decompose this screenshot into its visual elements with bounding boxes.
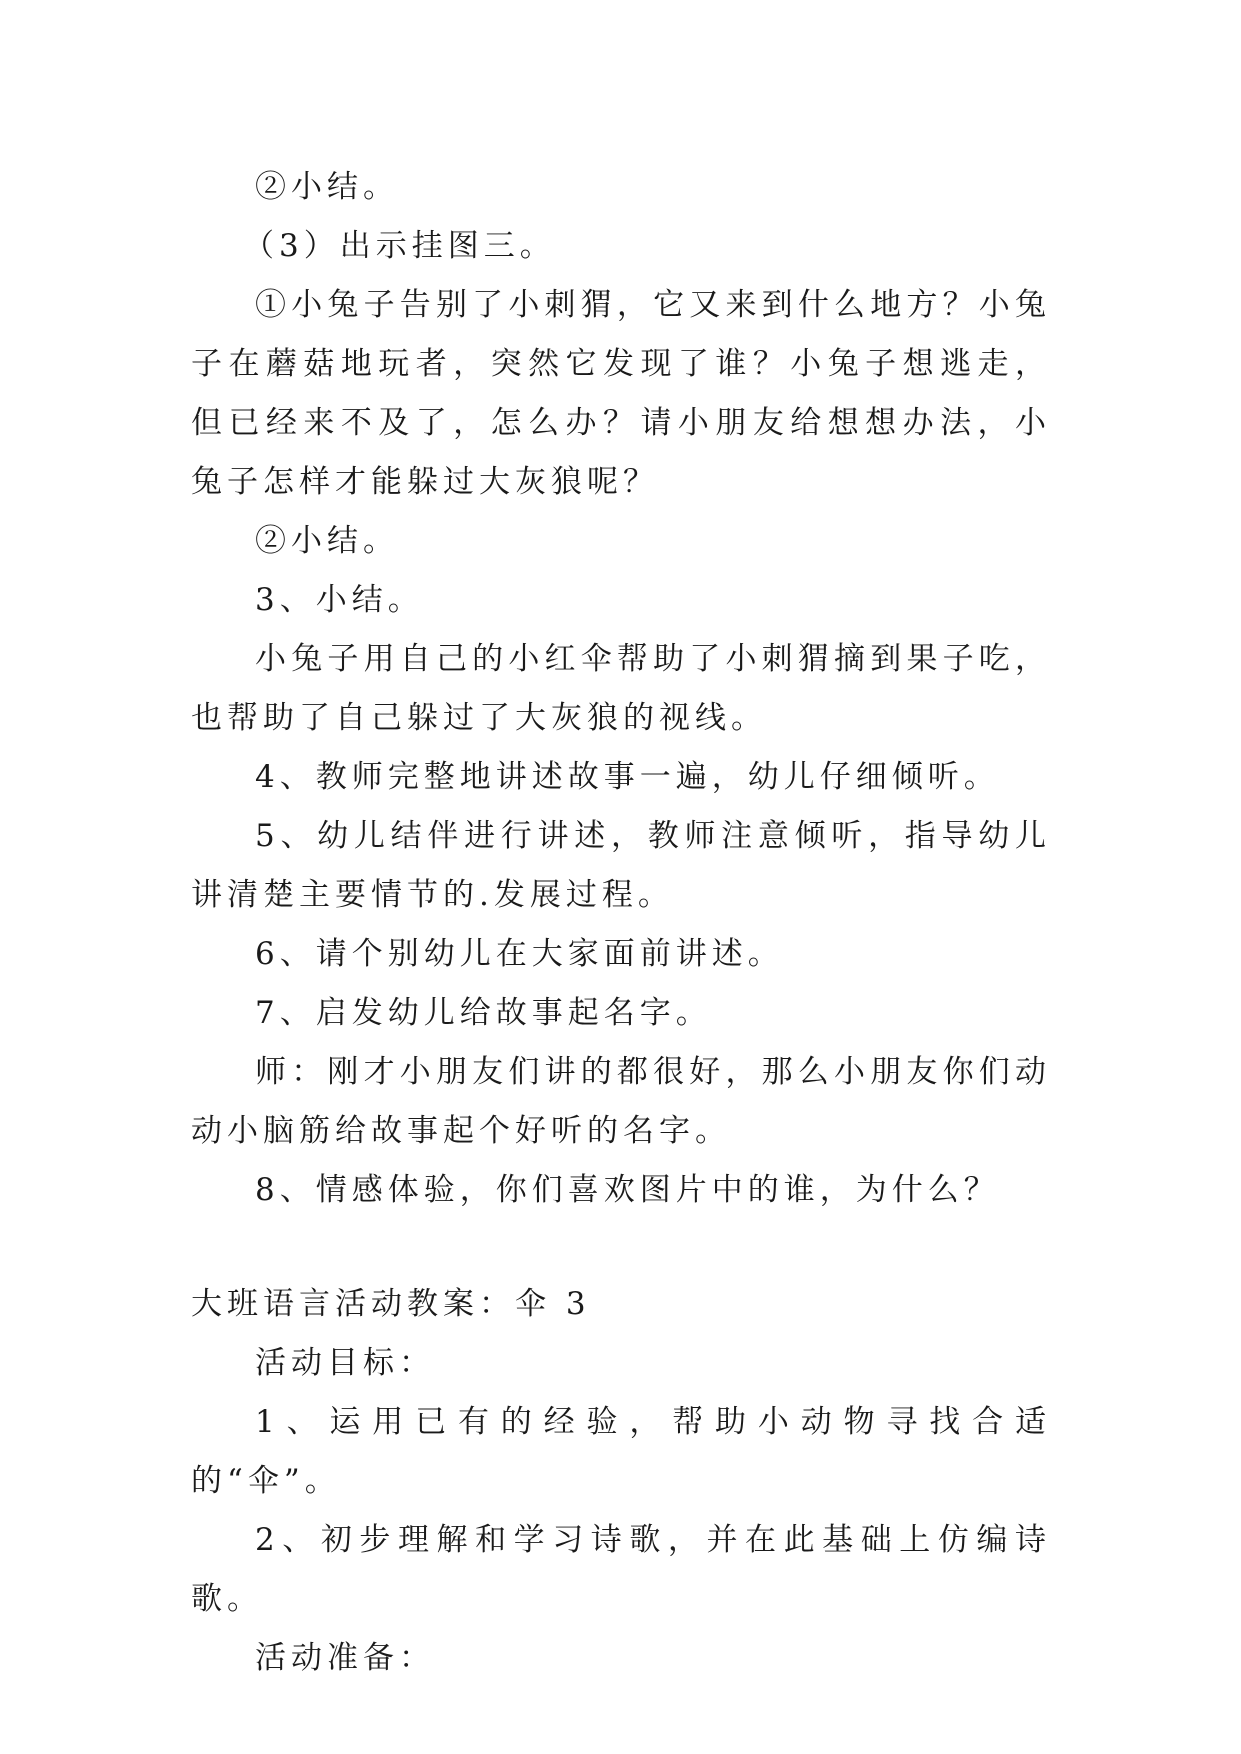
paragraph-activity-goals: 活动目标： [255, 1345, 435, 1381]
document-body [191, 158, 1051, 1688]
paragraph-teacher-prompt: 师：刚才小朋友们讲的都很好，那么小朋友你们动动小脑筋给故事起个好听的名字。 [191, 1054, 1051, 1149]
paragraph-step-7: 7、启发幼儿给故事起名字。 [255, 995, 712, 1031]
paragraph-show-poster-3: （3）出示挂图三。 [243, 228, 556, 264]
paragraph-step-5: 5、幼儿结伴进行讲述，教师注意倾听，指导幼儿讲清楚主要情节的.发展过程。 [191, 818, 1051, 913]
paragraph-goal-2: 2、初步理解和学习诗歌，并在此基础上仿编诗歌。 [191, 1522, 1051, 1617]
paragraph-summary-1: ②小结。 [255, 169, 399, 205]
paragraph-rabbit-questions: ①小兔子告别了小刺猬，它又来到什么地方？小兔子在蘑菇地玩者，突然它发现了谁？小兔子想逃走，但已经来不及了，怎么办？请小朋友给想想办法，小兔子怎样才能躲过大灰狼呢？ [191, 287, 1051, 500]
section-title: 大班语言活动教案：伞 3 [191, 1286, 591, 1322]
paragraph-step-4: 4、教师完整地讲述故事一遍，幼儿仔细倾听。 [255, 759, 1000, 795]
paragraph-step-8: 8、情感体验，你们喜欢图片中的谁，为什么？ [255, 1172, 1000, 1208]
paragraph-summary-2: ②小结。 [255, 523, 399, 559]
paragraph-activity-preparation: 活动准备： [255, 1640, 435, 1676]
paragraph-step-6: 6、请个别幼儿在大家面前讲述。 [255, 936, 784, 972]
section-gap [191, 1220, 1051, 1275]
paragraph-rabbit-umbrella: 小兔子用自己的小红伞帮助了小刺猬摘到果子吃，也帮助了自己躲过了大灰狼的视线。 [191, 641, 1051, 736]
paragraph-goal-1: 1、运用已有的经验，帮助小动物寻找合适的“伞”。 [191, 1404, 1051, 1499]
paragraph-step-3: 3、小结。 [255, 582, 424, 618]
